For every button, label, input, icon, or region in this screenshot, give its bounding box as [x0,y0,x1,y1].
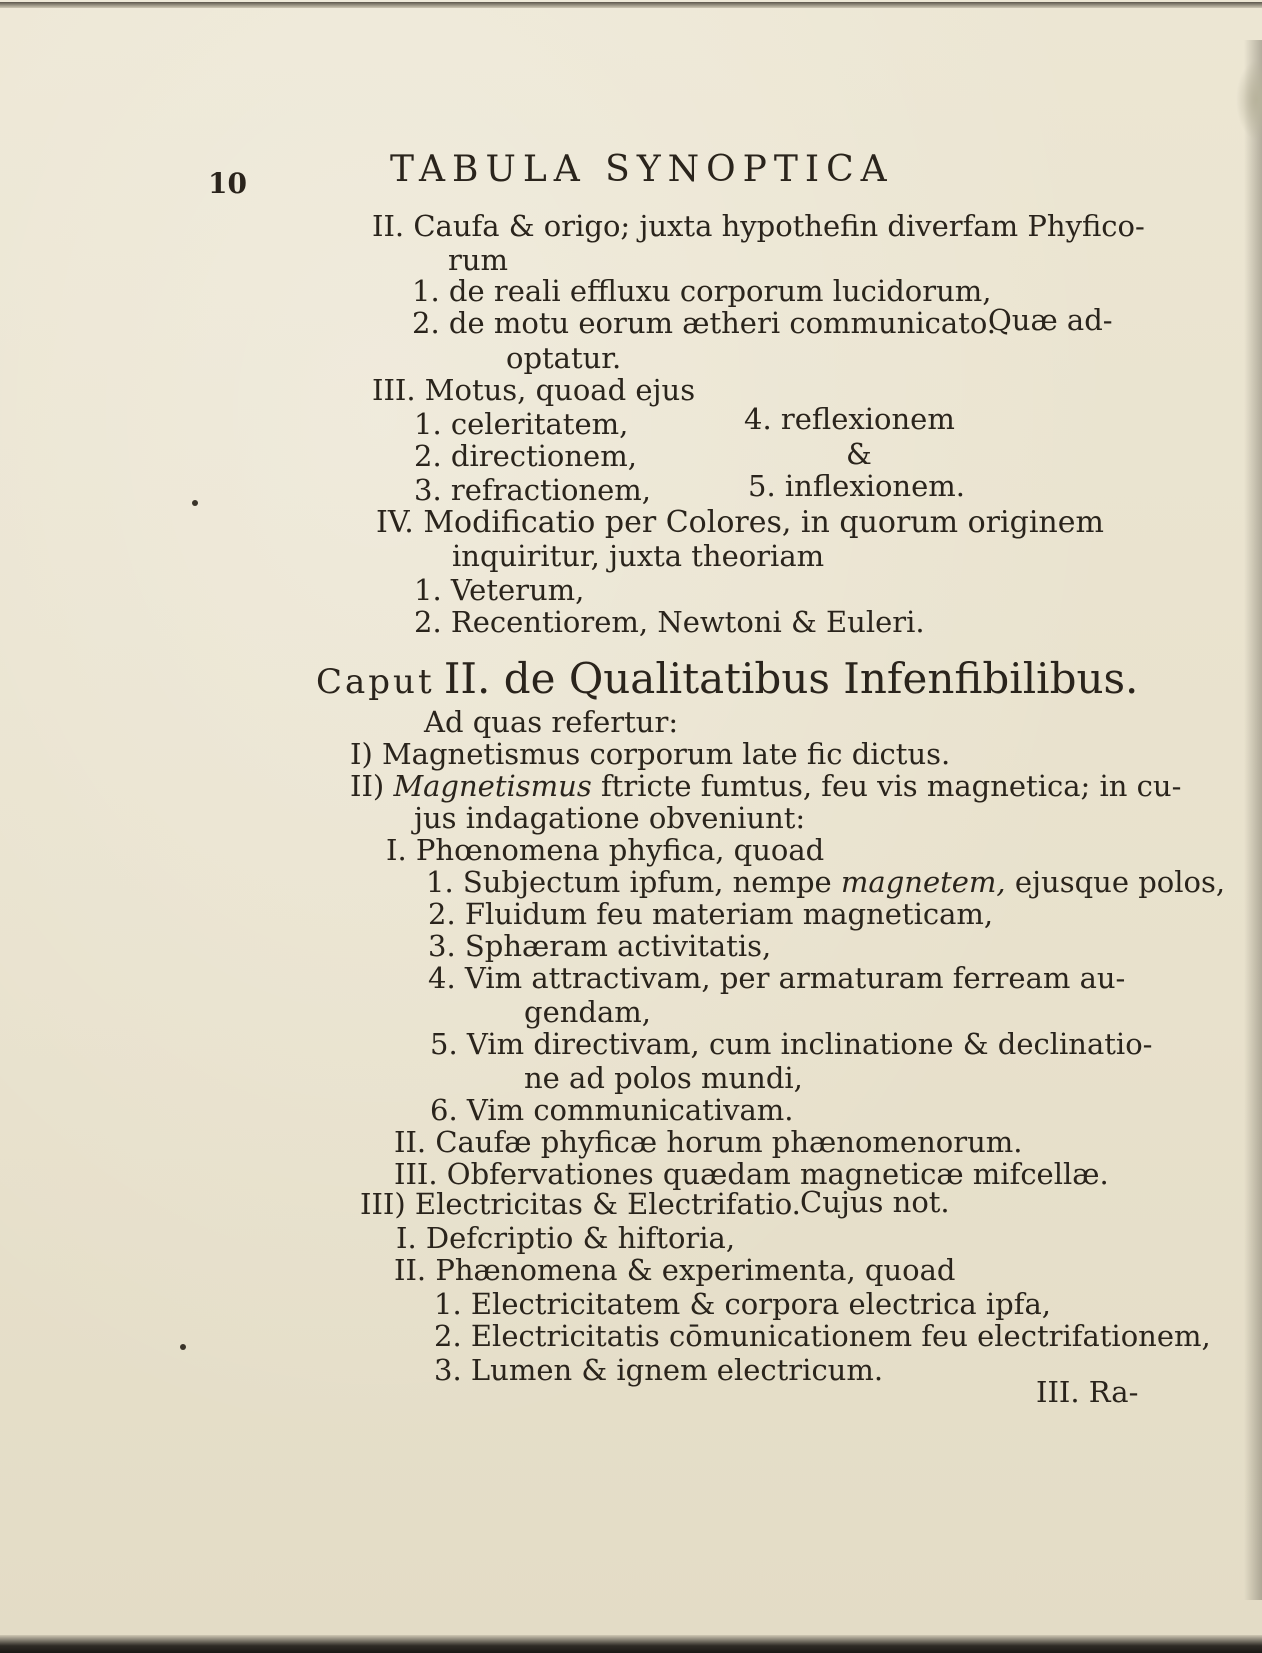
text-line [426,865,1226,899]
text-line: 1. celeritatem, [414,407,629,441]
text-line: 2. directionem, [414,439,637,473]
text-line: III. Motus, quoad ejus [372,373,696,407]
text-line: 2. de motu eorum ætheri communicato. [412,306,997,340]
text-line: 1. Veterum, [414,573,585,607]
text-line: 4. Vim attractivam, per armaturam ferream au- [428,961,1126,995]
text-line: 3. Lumen & ignem electricum. [434,1353,884,1387]
page-gutter-shadow [1244,40,1262,1600]
text-fragment: 1. Subjectum ipfum, nempe [426,865,832,899]
text-line: 3. Sphæram activitatis, [428,929,772,963]
text-line: 5. Vim directivam, cum inclinatione & declinatio- [430,1027,1153,1061]
chapter-title: II. de Qualitatibus Infenfibilibus. [443,654,1139,703]
list-marker: II) [350,769,385,803]
page-number: 10 [208,167,247,200]
italic-term: Magnetismus [393,769,592,803]
page-top-edge [0,2,1262,8]
ink-speck [192,500,198,506]
text-line: 1. Electricitatem & corpora electrica ipfa, [434,1287,1051,1321]
text-line: 2. Electricitatis cōmunicationem feu electrifationem, [434,1319,1211,1353]
text-line: III) Electricitas & Electrifatio. [360,1187,801,1221]
running-head: TABULA SYNOPTICA [390,149,894,190]
text-line [350,769,1182,803]
text-line: Cujus not. [800,1185,950,1219]
text-line: II. Phænomena & experimenta, quoad [394,1253,956,1287]
text-line: 2. Recentiorem, Newtoni & Euleri. [414,605,925,639]
text-line: IV. Modificatio per Colores, in quorum originem [376,505,1104,540]
text-line: 4. reflexionem [744,402,955,436]
text-line: I. Phœnomena phyfica, quoad [386,833,825,867]
text-line: ne ad polos mundi, [524,1061,803,1095]
chapter-heading [316,654,1139,703]
text-line: optatur. [506,341,622,375]
italic-term: magnetem, [840,865,1006,899]
catchword: III. Ra- [1036,1375,1139,1409]
text-line: 3. refractionem, [414,473,651,507]
text-line: gendam, [524,995,651,1029]
page-bottom-edge [0,1635,1262,1653]
text-line: I. Defcriptio & hiftoria, [396,1221,736,1255]
text-line: rum [448,243,509,277]
text-fragment: ftricte fumtus, feu vis magnetica; in cu- [600,769,1182,803]
text-line: Ad quas refertur: [424,705,679,739]
page-stain [1236,60,1262,140]
chapter-label: Caput [316,662,435,702]
text-fragment: ejusque polos, [1014,865,1226,899]
text-line: & [846,437,872,471]
text-line: II. Caufa & origo; juxta hypothefin diverfam Phyfico- [372,209,1145,243]
text-line: I) Magnetismus corporum late fic dictus. [350,737,951,771]
text-line: inquiritur, juxta theoriam [452,539,825,573]
text-line: 5. inflexionem. [748,469,965,503]
text-line: 2. Fluidum feu materiam magneticam, [428,897,994,931]
text-line: III. Obfervationes quædam magneticæ mifcellæ. [394,1157,1109,1191]
text-line: Quæ ad- [988,303,1113,337]
ink-speck [180,1344,186,1350]
text-line: II. Caufæ phyficæ horum phænomenorum. [394,1125,1023,1159]
text-line: 6. Vim communicativam. [430,1093,794,1127]
text-line: jus indagatione obveniunt: [414,801,806,835]
text-line: 1. de reali effluxu corporum lucidorum, [412,274,992,308]
